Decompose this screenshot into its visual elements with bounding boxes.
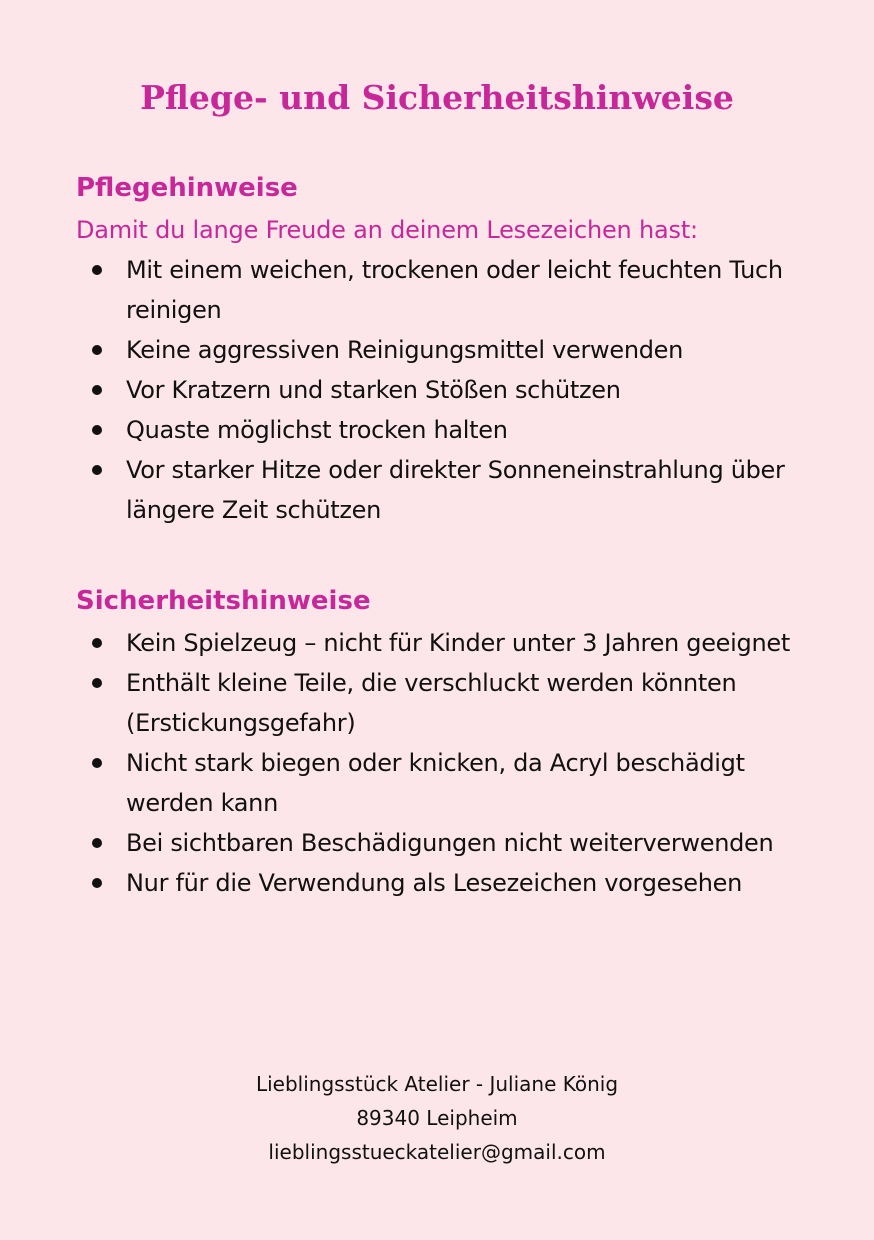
list-item-text: Vor starker Hitze oder direkter Sonneneinstrahlung über längere Zeit schützen — [126, 456, 785, 524]
footer-email: lieblingsstueckatelier@gmail.com — [268, 1140, 606, 1164]
bullet-icon — [92, 838, 102, 848]
list-item — [76, 823, 796, 863]
list-item-text: Keine aggressiven Reinigungsmittel verwenden — [126, 336, 684, 364]
bullet-icon — [92, 758, 102, 768]
bullet-icon — [92, 465, 102, 475]
list-item — [76, 450, 796, 530]
list-item-text: Nicht stark biegen oder knicken, da Acryl beschädigt werden kann — [126, 749, 745, 817]
bullet-icon — [92, 425, 102, 435]
bullet-icon — [92, 638, 102, 648]
list-item — [76, 410, 796, 450]
list-item-text: Bei sichtbaren Beschädigungen nicht weiterverwenden — [126, 829, 774, 857]
care-intro: Damit du lange Freude an deinem Lesezeichen hast: — [76, 216, 698, 244]
bullet-icon — [92, 265, 102, 275]
list-item — [76, 370, 796, 410]
list-item-text: Nur für die Verwendung als Lesezeichen vorgesehen — [126, 869, 743, 897]
list-item — [76, 623, 796, 663]
list-item — [76, 663, 796, 743]
page-title: Pflege- und Sicherheitshinweise — [140, 78, 734, 117]
bullet-icon — [92, 385, 102, 395]
list-item-text: Vor Kratzern und starken Stößen schützen — [126, 376, 621, 404]
list-item — [76, 863, 796, 903]
list-item-text: Enthält kleine Teile, die verschluckt werden könnten (Erstickungsgefahr) — [126, 669, 737, 737]
bullet-icon — [92, 678, 102, 688]
list-item — [76, 250, 796, 330]
list-item-text: Quaste möglichst trocken halten — [126, 416, 508, 444]
safety-list — [76, 623, 796, 903]
care-list — [76, 250, 796, 530]
footer-address: 89340 Leipheim — [356, 1106, 518, 1130]
list-item-text: Mit einem weichen, trockenen oder leicht feuchten Tuch reinigen — [126, 256, 783, 324]
bullet-icon — [92, 878, 102, 888]
safety-section — [76, 579, 796, 903]
footer-contact — [0, 1067, 874, 1169]
care-section — [76, 166, 796, 530]
list-item — [76, 330, 796, 370]
care-heading: Pflegehinweise — [76, 173, 298, 203]
footer-company: Lieblingsstück Atelier - Juliane König — [255, 1072, 619, 1096]
bullet-icon — [92, 345, 102, 355]
list-item — [76, 743, 796, 823]
list-item-text: Kein Spielzeug – nicht für Kinder unter 3 Jahren geeignet — [126, 629, 790, 657]
safety-heading: Sicherheitshinweise — [76, 586, 371, 616]
